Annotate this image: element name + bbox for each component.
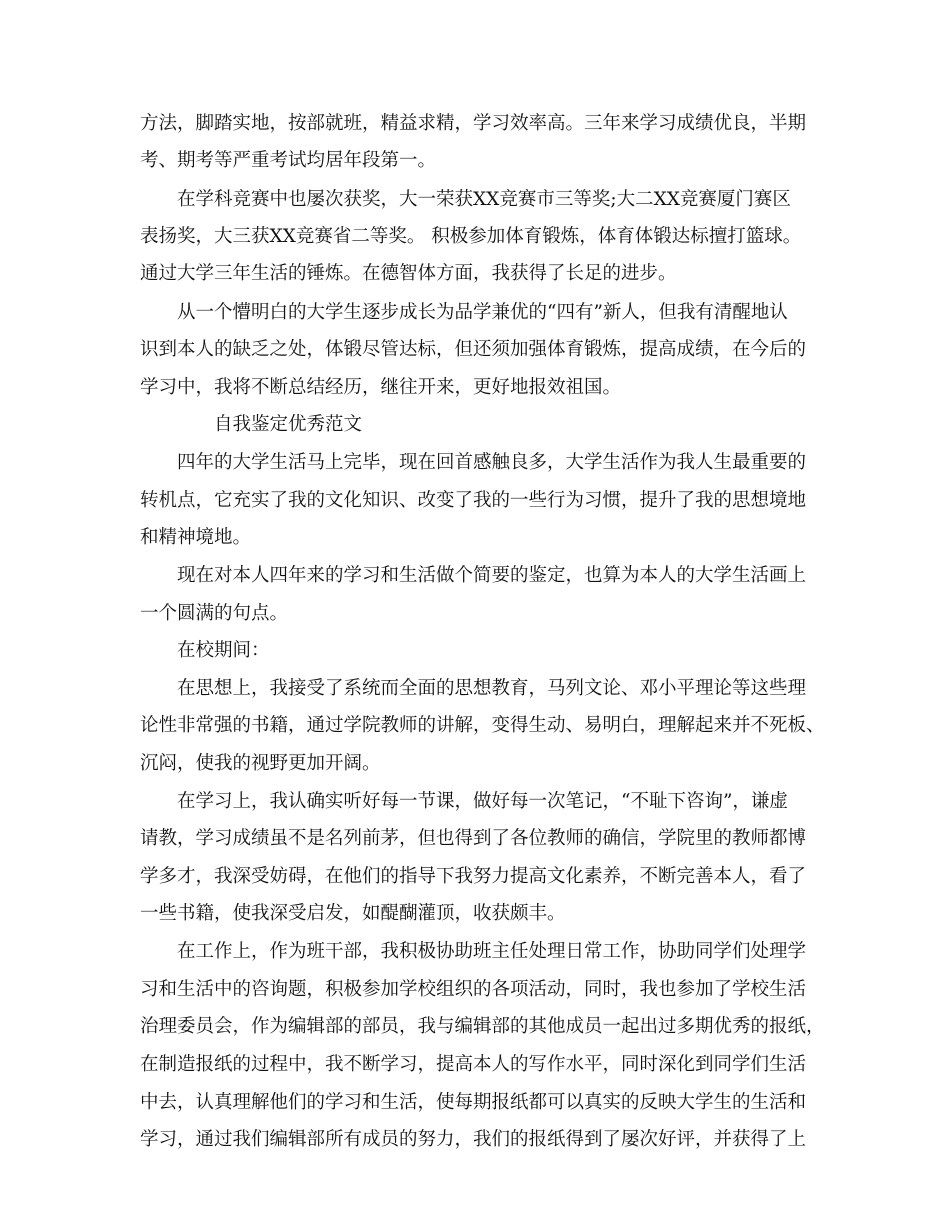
text-line: 学习，通过我们编辑部所有成员的努力，我们的报纸得到了屡次好评，并获得了上 — [140, 1129, 807, 1150]
paragraph-line: 在学习上，我认确实听好每一节课，做好每一次笔记，“不耻下咨询”，谦虚 — [177, 791, 788, 812]
paragraph-line: 四年的大学生活马上完毕，现在回首感触良多，大学生活作为我人生最重要的 — [177, 452, 807, 473]
paragraph-line: 在校期间： — [177, 640, 270, 661]
text-line: 在制造报纸的过程中，我不断学习，提高本人的写作水平，同时深化到同学们生活 — [140, 1054, 807, 1075]
text-line: 习和生活中的咨询题，积极参加学校组织的各项活动，同时，我也参加了学校生活 — [140, 979, 807, 1000]
paragraph-line: 在思想上，我接受了系统而全面的思想教育，马列文论、邓小平理论等这些理 — [177, 678, 807, 699]
text-line: 治理委员会，作为编辑部的部员，我与编辑部的其他成员一起出过多期优秀的报纸， — [140, 1016, 825, 1037]
text-line: 中去，认真理解他们的学习和生活，使每期报纸都可以真实的反映大学生的生活和 — [140, 1092, 807, 1113]
text-line: 方法，脚踏实地，按部就班，精益求精，学习效率高。三年来学习成绩优良，半期 — [140, 113, 807, 134]
text-line: 考、期考等严重考试均居年段第一。 — [140, 150, 437, 171]
paragraph-line: 现在对本人四年来的学习和生活做个简要的鉴定，也算为本人的大学生活画上 — [177, 565, 807, 586]
text-line: 学多才，我深受妨碍，在他们的指导下我努力提高文化素养，不断完善本人，看了 — [140, 866, 807, 887]
text-line: 识到本人的缺乏之处，体锻尽管达标，但还须加强体育锻炼，提高成绩，在今后的 — [140, 339, 807, 360]
paragraph-line: 在工作上，作为班干部，我积极协助班主任处理日常工作，协助同学们处理学 — [177, 941, 807, 962]
text-line: 通过大学三年生活的锤炼。在德智体方面，我获得了长足的进步。 — [140, 263, 677, 284]
paragraph-line: 从一个懵明白的大学生逐步成长为品学兼优的“四有”新人，但我有清醒地认 — [177, 302, 788, 323]
text-line: 请教，学习成绩虽不是名列前茅，但也得到了各位教师的确信，学院里的教师都博 — [140, 828, 807, 849]
text-line: 一个圆满的句点。 — [140, 603, 289, 624]
text-line: 表扬奖，大三获XX竞赛省二等奖。 积极参加体育锻炼，体育体锻达标擅打篮球。 — [140, 226, 802, 247]
text-line: 学习中，我将不断总结经历，继往开来，更好地报效祖国。 — [140, 377, 622, 398]
text-line: 转机点，它充实了我的文化知识、改变了我的一些行为习惯，提升了我的思想境地 — [140, 490, 807, 511]
paragraph-line: 在学科竞赛中也屡次获奖，大一荣获XX竞赛市三等奖;大二XX竞赛厦门赛区 — [177, 189, 791, 210]
text-line: 和精神境地。 — [140, 527, 252, 548]
text-line: 沉闷，使我的视野更加开阔。 — [140, 753, 381, 774]
section-heading: 自我鉴定优秀范文 — [214, 414, 363, 435]
text-line: 论性非常强的书籍，通过学院教师的讲解，变得生动、易明白，理解起来并不死板、 — [140, 715, 825, 736]
text-line: 一些书籍，使我深受启发，如醍醐灌顶，收获颇丰。 — [140, 903, 566, 924]
